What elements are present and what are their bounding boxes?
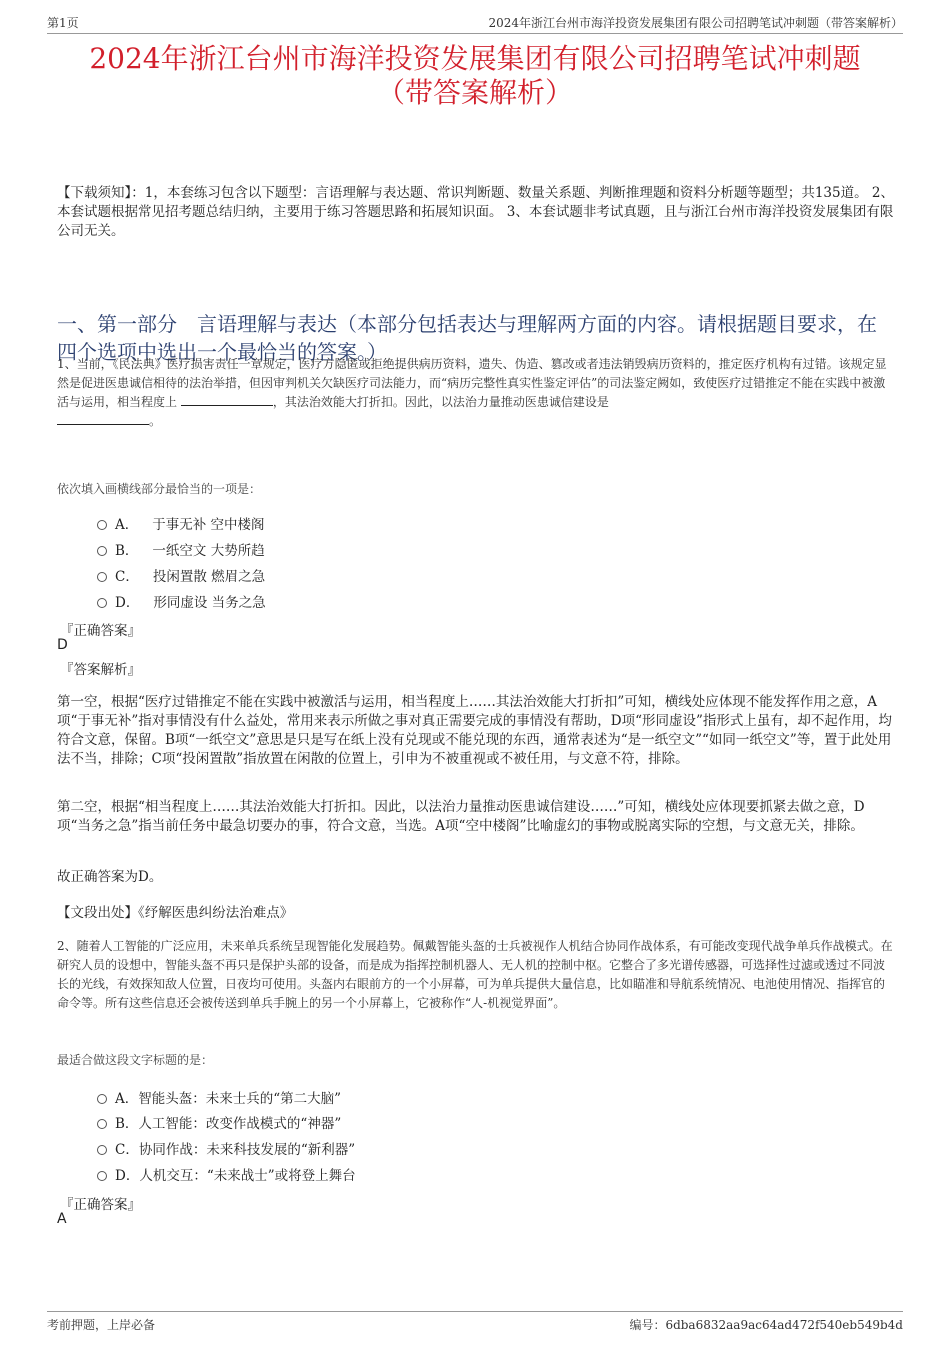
title-line-1: 2024年浙江台州市海洋投资发展集团有限公司招聘笔试冲刺题 [89,42,861,75]
q1-analysis-paragraph-1: 第一空，根据“医疗过错推定不能在实践中被激活与运用，相当程度上……其法治效能大打折扣”可知，横线处应体现不能发挥作用之意，A项“于事无补”指对事情没有什么益处，常用来表示所做之事对真正需要完成的事情没有帮助，D项“形同虚设”指形式上虽有，却不起作用，均符合文意，保留。B项“一纸空文”意思是只是写在纸上没有兑现或不能兑现的东西，通常表述为“是一纸空文”“如同一纸空文”等，置于此处用法不当，排除；C项“投闲置散”指放置在闲散的位置上，引申为不被重视或不被任用，与文意不符，排除。 [57,694,892,767]
q1-option-c[interactable]: C． 投闲置散 燃眉之急 [97,565,265,585]
q2-option-d[interactable]: D．人机交互：“未来战士”或将登上舞台 [97,1164,356,1184]
page-number: 第1页 [47,16,79,30]
footer-serial: 编号：6dba6832aa9ac64ad472f540eb549b4d [629,1318,903,1332]
q1-option-a[interactable]: A． 于事无补 空中楼阁 [97,513,265,533]
q1-stem-part1: 1、当前，《民法典》医疗损害责任一章规定，医疗方隐匿或拒绝提供病历资料，遗失、伪造、篡改或者违法销毁病历资料的，推定医疗机构有过错。该规定显然是促进医患诚信相待的法治举措，但因审判机关欠缺医疗司法能力，而“病历完整性真实性鉴定评估”的司法鉴定阙如，致使医疗过错推定不能在实践中被激活与运用，相当程度上 [57,357,887,409]
footer-divider [47,1311,903,1312]
q2-answer-label: 『正确答案』 [60,1197,141,1213]
radio-icon[interactable] [97,1171,107,1181]
footer-slogan: 考前押题，上岸必备 [47,1318,156,1332]
q1-analysis-paragraph-2: 第二空，根据“相当程度上……其法治效能大打折扣。因此，以法治力量推动医患诚信建设……”可知，横线处应体现要抓紧去做之意，D项“当务之急”指当前任务中最急切要办的事，符合文意，当选。A项“空中楼阁”比喻虚幻的事物或脱离实际的空想，与文意无关，排除。 [57,799,865,834]
q1-stem-part2: ，其法治效能大打折扣。因此，以法治力量推动医患诚信建设是 [272,395,609,409]
q1-prompt: 依次填入画横线部分最恰当的一项是： [57,482,262,496]
q2-stem: 2、随着人工智能的广泛应用，未来单兵系统呈现智能化发展趋势。佩戴智能头盔的士兵被视作人机结合协同作战体系，有可能改变现代战争单兵作战模式。在研究人员的设想中，智能头盔不再只是保护头部的设备，而是成为指挥控制机器人、无人机的控制中枢。它整合了多光谱传感器，可选择性过滤或透过不同波长的光线，有效探知敌人位置，日夜均可使用。头盔内右眼前方的一个小屏幕，可为单兵提供大量信息，比如瞄准和导航系统情况、电池使用情况、指挥官的命令等。所有这些信息还会被传送到单兵手腕上的另一个小屏幕上，它被称作“人-机视觉界面”。 [57,939,893,1010]
q1-stem-end: 。 [149,414,162,428]
radio-icon[interactable] [97,598,107,608]
radio-icon[interactable] [97,546,107,556]
header-divider [47,33,903,34]
radio-icon[interactable] [97,520,107,530]
q2-answer: A [57,1211,67,1227]
q2-option-b[interactable]: B．人工智能：改变作战模式的“神器” [97,1112,341,1132]
q1-blank-2 [57,412,149,425]
title-line-2: （带答案解析） [376,76,573,109]
q2-option-c[interactable]: C．协同作战：未来科技发展的“新利器” [97,1138,355,1158]
q1-option-b[interactable]: B． 一纸空文 大势所趋 [97,539,265,559]
document-title [40,42,910,110]
section-heading: 一、第一部分 言语理解与表达（本部分包括表达与理解两方面的内容。请根据题目要求，在四个选项中选出一个最恰当的答案。） [57,312,877,364]
q1-answer-label: 『正确答案』 [60,623,141,639]
q1-source: 【文段出处】《纾解医患纠纷法治难点》 [57,905,294,921]
q1-blank-1 [181,393,273,406]
q2-prompt: 最适合做这段文字标题的是： [57,1053,214,1067]
q1-answer: D [57,637,68,653]
q1-conclusion: 故正确答案为D。 [57,869,163,885]
download-notice: 【下载须知】：1，本套练习包含以下题型：言语理解与表达题、常识判断题、数量关系题、判断推理题和资料分析题等题型；共135道。 2、本套试题根据常见招考题总结归纳，主要用于练习答题思路和拓展知识面。 3、本套试题非考试真题，且与浙江台州市海洋投资发展集团有限公司无关。 [57,185,894,239]
q1-analysis-label: 『答案解析』 [60,662,141,678]
header-doc-title: 2024年浙江台州市海洋投资发展集团有限公司招聘笔试冲刺题（带答案解析） [488,16,903,30]
q1-stem [57,355,895,431]
q2-option-a[interactable]: A．智能头盔：未来士兵的“第二大脑” [97,1087,341,1107]
page-header [47,14,903,32]
radio-icon[interactable] [97,1145,107,1155]
radio-icon[interactable] [97,1094,107,1104]
q1-option-d[interactable]: D． 形同虚设 当务之急 [97,591,266,611]
radio-icon[interactable] [97,572,107,582]
radio-icon[interactable] [97,1119,107,1129]
